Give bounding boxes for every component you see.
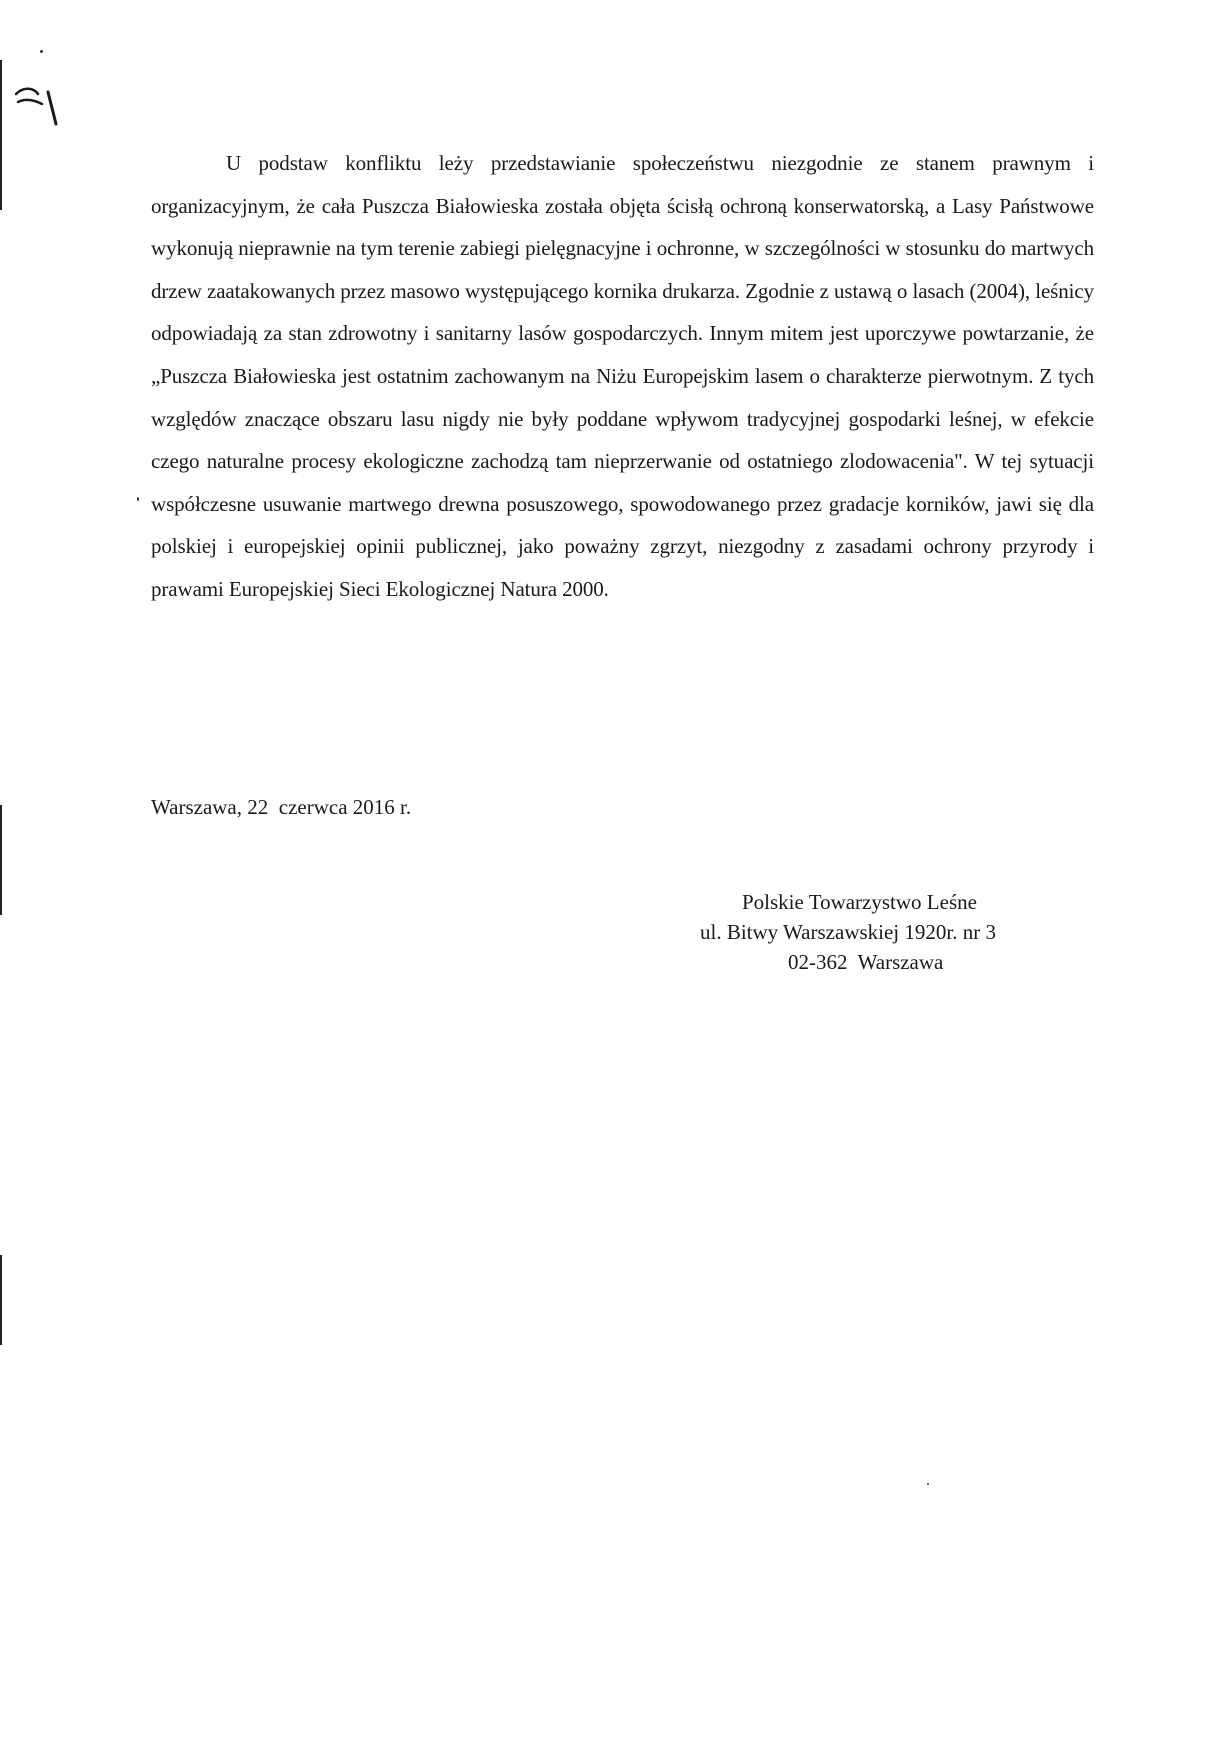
scan-speck bbox=[927, 1483, 929, 1485]
signature-street: ul. Bitwy Warszawskiej 1920r. nr 3 bbox=[700, 920, 996, 944]
body-paragraph: U podstaw konfliktu leży przedstawianie społeczeństwu niezgodnie ze stanem prawnym i organizacyjnym, że cała Puszcza Białowieska została objęta ścisłą ochroną konserwatorską, a Lasy Państwowe wykonują nieprawnie na tym terenie zabiegi pielęgnacyjne i ochronne, w szczególności w stosunku do martwych drzew zaatakowanych przez masowo występującego kornika drukarza. Zgodnie z ustawą o lasach (2004), leśnicy odpowiadają za stan zdrowotny i sanitarny lasów gospodarczych. Innym mitem jest uporczywe powtarzanie, że „Puszcza Białowieska jest ostatnim zachowanym na Niżu Europejskim lasem o charakterze pierwotnym. Z tych względów znaczące obszaru lasu nigdy nie były poddane wpływom tradycyjnej gospodarki leśnej, w efekcie czego naturalne procesy ekologiczne zachodzą tam nieprzerwanie od ostatniego zlodowacenia". W tej sytuacji współczesne usuwanie martwego drewna posuszowego, spowodowanego przez gradacje korników, jawi się dla polskiej i europejskiej opinii publicznej, jako poważny zgrzyt, niezgodny z zasadami ochrony przyrody i prawami Europejskiej Sieci Ekologicznej Natura 2000. bbox=[151, 151, 1094, 601]
scan-margin-line bbox=[0, 1255, 2, 1345]
signature-city: 02-362 Warszawa bbox=[788, 950, 944, 974]
scan-margin-line bbox=[0, 60, 2, 210]
date-line: Warszawa, 22 czerwca 2016 r. bbox=[151, 795, 412, 819]
scan-margin-line bbox=[0, 805, 2, 915]
signature-organization: Polskie Towarzystwo Leśne bbox=[742, 890, 977, 914]
scan-speck bbox=[137, 497, 139, 501]
signature-block bbox=[700, 887, 1120, 977]
scan-speck bbox=[40, 50, 43, 53]
handwritten-mark-icon bbox=[12, 80, 62, 130]
